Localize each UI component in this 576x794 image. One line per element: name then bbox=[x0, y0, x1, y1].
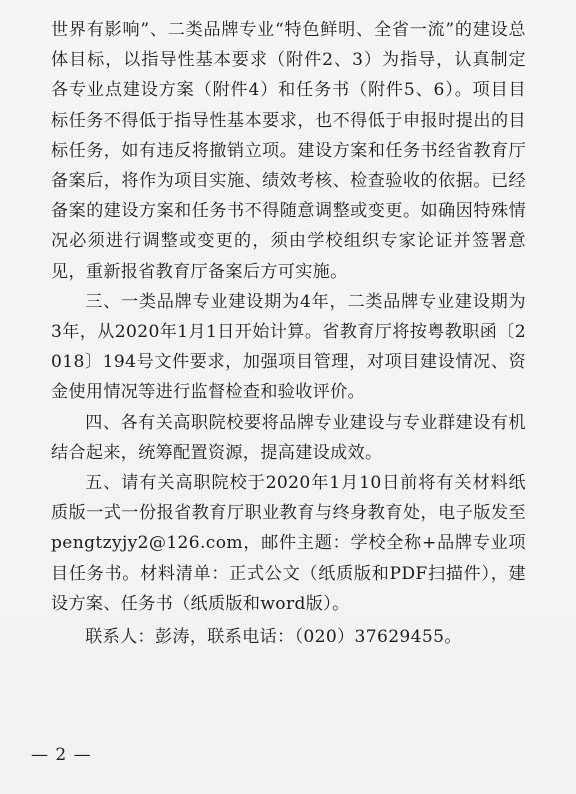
paragraph-construction-period: 三、一类品牌专业建设期为4年，二类品牌专业建设期为3年，从2020年1月1日开始计算。省教育厅将按粤教职函〔2018〕194号文件要求，加强项目管理，对项目建设情况、资金使用情况等进行监督检查和验收评价。 bbox=[51, 291, 526, 403]
paragraph-contact: 联系人：彭涛，联系电话：（020）37629455。 bbox=[85, 627, 462, 648]
paragraph-targets: 世界有影响”、二类品牌专业“特色鲜明、全省一流”的建设总体目标，以指导性基本要求（附件2、3）为指导，认真制定各专业点建设方案（附件4）和任务书（附件5、6）。项目目标任务不得低于指导性基本要求，也不得低于申报时提出的目标任务，如有违反将撤销立项。建设方案和任务书经省教育厅备案后，将作为项目实施、绩效考核、检查验收的依据。已经备案的建设方案和任务书不得随意调整或变更。如确因特殊情况必须进行调整或变更的，须由学校组织专家论证并签署意见，重新报省教育厅备案后方可实施。 bbox=[51, 20, 526, 282]
paragraph-submission: 五、请有关高职院校于2020年1月10日前将有关材料纸质版一式一份报省教育厅职业教育与终身教育处，电子版发至pengtzyjy2@126.com，邮件主题：学校全称+品牌专业项目任务书。材料清单：正式公文（纸质版和PDF扫描件），建设方案、任务书（纸质版和word版）。 bbox=[51, 473, 526, 614]
page-number: — 2 — bbox=[31, 745, 92, 765]
paragraph-integration: 四、各有关高职院校要将品牌专业建设与专业群建设有机结合起来，统筹配置资源，提高建设成效。 bbox=[51, 412, 526, 463]
